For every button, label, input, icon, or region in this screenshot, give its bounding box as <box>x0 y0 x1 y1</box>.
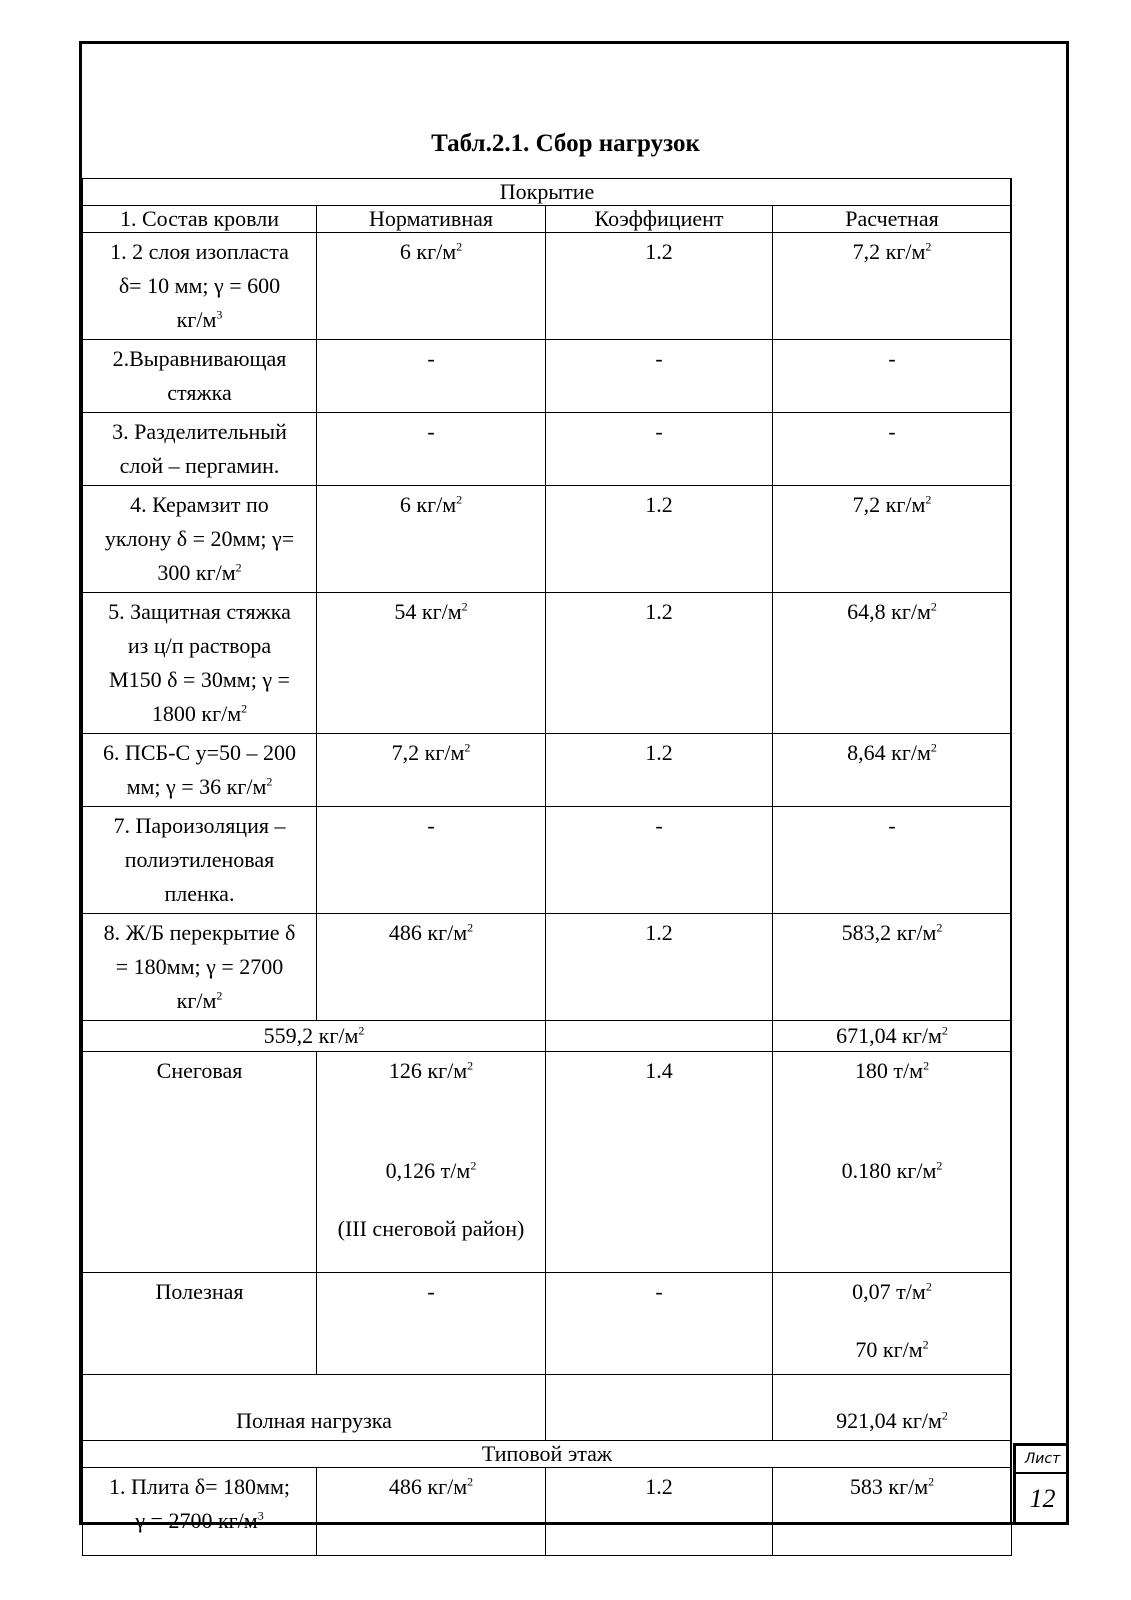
section-roof: Покрытие <box>83 179 1012 206</box>
row-calc: - <box>773 807 1012 914</box>
row-calc: 64,8 $кг/м^2$ <box>773 593 1012 734</box>
snow-name: Снеговая <box>83 1052 317 1273</box>
row-calc: 7,2 $кг/м^2$ <box>773 233 1012 340</box>
row-coef: 1.2 <box>546 486 773 593</box>
row-coef: 1.2 <box>546 233 773 340</box>
table-row <box>83 593 1012 734</box>
row-name: 7. Пароизоляция – полиэтиленовая пленка. <box>83 807 317 914</box>
row-name: 1. 2 слоя изопласта δ= 10 мм; γ = 600 $кг/м^3$ <box>83 233 317 340</box>
section-floor: Типовой этаж <box>83 1441 1012 1468</box>
row-norm: 6 $кг/м^2$ <box>317 486 546 593</box>
table-title: Табл.2.1. Сбор нагрузок <box>431 130 700 157</box>
total-roof-row <box>83 1021 1012 1052</box>
full-load-row <box>83 1375 1012 1441</box>
total-roof-norm: 559,2 $кг/м^2$ <box>83 1021 546 1052</box>
snow-calc: 180 $т/м^2$ 0.180 $кг/м^2$ <box>773 1052 1012 1273</box>
row-calc: 7,2 $кг/м^2$ <box>773 486 1012 593</box>
table-row <box>83 734 1012 807</box>
full-load-calc: 921,04 $кг/м^2$ <box>773 1375 1012 1441</box>
snow-row <box>83 1052 1012 1273</box>
row-name: 4. Керамзит по уклону δ = 20мм; γ= 300 $кг/м^2$ <box>83 486 317 593</box>
table-row <box>83 807 1012 914</box>
row-norm: 486 $кг/м^2$ <box>317 1468 546 1556</box>
header-normative: Нормативная <box>317 206 546 233</box>
header-coefficient: Коэффициент <box>546 206 773 233</box>
row-calc: - <box>773 340 1012 413</box>
row-norm: 6 $кг/м^2$ <box>317 233 546 340</box>
loads-table <box>82 178 1012 1556</box>
row-name: 3. Разделительный слой – пергамин. <box>83 413 317 486</box>
row-coef: 1.2 <box>546 1468 773 1556</box>
row-calc: 583,2 $кг/м^2$ <box>773 914 1012 1021</box>
full-load-name: Полная нагрузка <box>83 1375 546 1441</box>
header-calculated: Расчетная <box>773 206 1012 233</box>
table-row <box>83 1468 1012 1556</box>
sheet-stamp <box>1013 1443 1069 1525</box>
section-row-roof <box>83 179 1012 206</box>
useful-row <box>83 1273 1012 1375</box>
total-roof-coef <box>546 1021 773 1052</box>
section-row-floor <box>83 1441 1012 1468</box>
row-norm: 486 $кг/м^2$ <box>317 914 546 1021</box>
row-coef: 1.2 <box>546 593 773 734</box>
table-row <box>83 914 1012 1021</box>
row-norm: - <box>317 340 546 413</box>
header-row <box>83 206 1012 233</box>
row-coef: - <box>546 413 773 486</box>
right-border-line <box>1010 178 1011 1523</box>
row-coef: - <box>546 807 773 914</box>
table-row <box>83 233 1012 340</box>
row-calc: 583 $кг/м^2$ <box>773 1468 1012 1556</box>
row-calc: 8,64 $кг/м^2$ <box>773 734 1012 807</box>
sheet-number: 12 <box>1029 1484 1056 1513</box>
row-coef: 1.2 <box>546 734 773 807</box>
row-coef: 1.2 <box>546 914 773 1021</box>
header-composition: 1. Состав кровли <box>83 206 317 233</box>
useful-coef: - <box>546 1273 773 1375</box>
row-coef: - <box>546 340 773 413</box>
sheet-label: Лист <box>1016 1446 1069 1474</box>
table-row <box>83 340 1012 413</box>
full-load-coef <box>546 1375 773 1441</box>
row-norm: - <box>317 413 546 486</box>
row-norm: 54 $кг/м^2$ <box>317 593 546 734</box>
snow-norm: 126 $кг/м^2$ 0,126 $т/м^2$ (III снеговой район) <box>317 1052 546 1273</box>
row-norm: 7,2 $кг/м^2$ <box>317 734 546 807</box>
row-norm: - <box>317 807 546 914</box>
useful-norm: - <box>317 1273 546 1375</box>
useful-name: Полезная <box>83 1273 317 1375</box>
useful-calc: 0,07 $т/м^2$ 70 $кг/м^2$ <box>773 1273 1012 1375</box>
row-name: 2.Выравнивающая стяжка <box>83 340 317 413</box>
row-name: 6. ПСБ-С у=50 – 200 мм; γ = 36 $кг/м^2$ <box>83 734 317 807</box>
table-row <box>83 413 1012 486</box>
row-name: 1. Плита δ= 180мм; γ = 2700 $кг/м^3$ <box>83 1468 317 1556</box>
row-name: 5. Защитная стяжка из ц/п раствора М150 δ = 30мм; γ = 1800 $кг/м^2$ <box>83 593 317 734</box>
row-name: 8. Ж/Б перекрытие δ = 180мм; γ = 2700 $кг/м^2$ <box>83 914 317 1021</box>
row-calc: - <box>773 413 1012 486</box>
total-roof-calc: 671,04 $кг/м^2$ <box>773 1021 1012 1052</box>
table-row <box>83 486 1012 593</box>
snow-coef: 1.4 <box>546 1052 773 1273</box>
